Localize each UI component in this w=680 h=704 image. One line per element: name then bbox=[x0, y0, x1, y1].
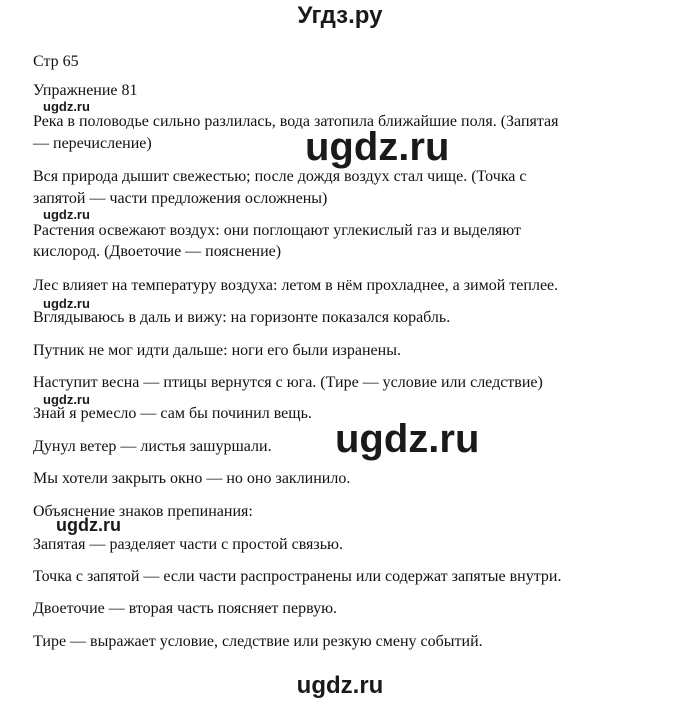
page-reference: Стр 65 bbox=[33, 53, 79, 70]
watermark: ugdz.ru bbox=[43, 296, 90, 311]
text-line: Знай я ремесло — сам бы починил вещь. bbox=[33, 405, 312, 422]
text-line: Вся природа дышит свежестью; после дождя воздух стал чище. (Точка с bbox=[33, 168, 527, 185]
text-line: — перечисление) bbox=[33, 135, 152, 152]
exercise-title: Упражнение 81 bbox=[33, 82, 138, 99]
site-title: Угдз.ру bbox=[297, 2, 383, 29]
text-line: Объяснение знаков препинания: bbox=[33, 503, 253, 520]
watermark: ugdz.ru bbox=[43, 207, 90, 222]
watermark-large: ugdz.ru bbox=[335, 417, 480, 461]
text-line: Растения освежают воздух: они поглощают углекислый газ и выделяют bbox=[33, 222, 522, 239]
watermark: ugdz.ru bbox=[43, 99, 90, 114]
watermark-large: ugdz.ru bbox=[305, 125, 450, 169]
text-line: Двоеточие — вторая часть поясняет первую. bbox=[33, 600, 338, 617]
text-line: Наступит весна — птицы вернутся с юга. (Тире — условие или следствие) bbox=[33, 374, 543, 391]
text-line: запятой — части предложения осложнены) bbox=[33, 190, 328, 207]
text-line: Дунул ветер — листья зашуршали. bbox=[33, 438, 272, 455]
text-line: Запятая — разделяет части с простой связью. bbox=[33, 536, 343, 553]
text-line: Река в половодье сильно разлилась, вода затопила ближайшие поля. (Запятая bbox=[33, 113, 559, 130]
text-line: Вглядываюсь в даль и вижу: на горизонте показался корабль. bbox=[33, 309, 451, 326]
watermark: ugdz.ru bbox=[56, 515, 121, 535]
text-line: Мы хотели закрыть окно — но оно заклинило. bbox=[33, 470, 351, 487]
text-line: Тире — выражает условие, следствие или резкую смену событий. bbox=[33, 633, 483, 650]
text-line: кислород. (Двоеточие — пояснение) bbox=[33, 243, 282, 260]
footer-watermark: ugdz.ru bbox=[296, 672, 384, 699]
text-line: Путник не мог идти дальше: ноги его были изранены. bbox=[33, 342, 401, 359]
text-line: Точка с запятой — если части распространены или содержат запятые внутри. bbox=[33, 568, 562, 585]
text-line: Лес влияет на температуру воздуха: летом в нём прохладнее, а зимой теплее. bbox=[33, 277, 559, 294]
watermark: ugdz.ru bbox=[43, 392, 90, 407]
